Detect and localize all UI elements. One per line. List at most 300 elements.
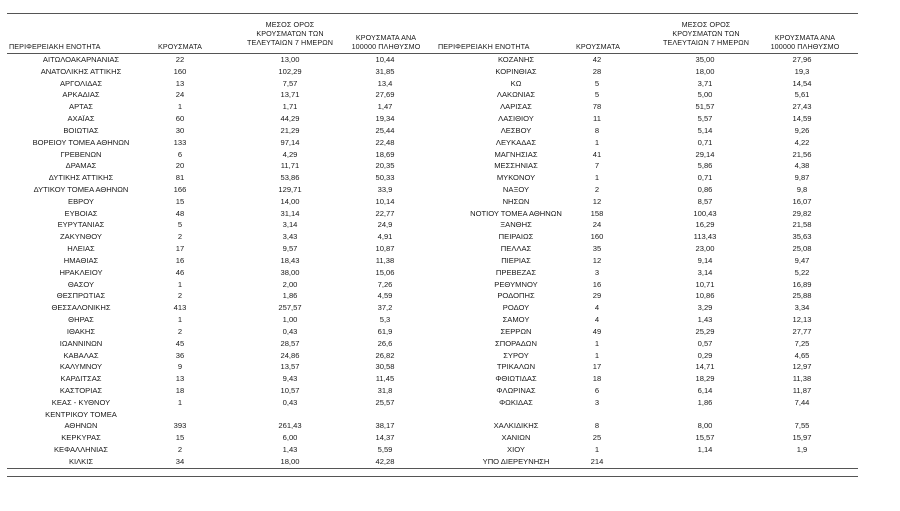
avg-cases-cell: 18,29 [695, 374, 715, 384]
avg-cases-cell: 11,71 [280, 161, 300, 171]
cases-cell: 8 [594, 125, 600, 135]
cases-cell: 1 [594, 338, 600, 348]
avg-cases-cell: 9,57 [282, 244, 298, 254]
cases-cell: 30 [175, 125, 185, 135]
avg-cases-cell: 10,71 [695, 279, 715, 289]
avg-cases-cell: 13,71 [280, 90, 300, 100]
region-cell: ΘΕΣΠΡΩΤΙΑΣ [56, 291, 106, 301]
region-cell: ΑΡΓΟΛΙΔΑΣ [59, 78, 103, 88]
avg-cases-cell: 28,57 [280, 338, 300, 348]
per-100k-cell: 50,33 [375, 173, 395, 183]
cases-cell: 24 [175, 90, 185, 100]
header-cases-right: ΚΡΟΥΣΜΑΤΑ [576, 42, 620, 51]
per-100k-cell: 10,87 [375, 244, 395, 254]
table-row [0, 339, 900, 349]
cases-cell: 48 [175, 208, 185, 218]
avg-cases-cell: 5,14 [697, 125, 713, 135]
cases-cell: 1 [594, 137, 600, 147]
cases-cell: 46 [175, 267, 185, 277]
per-100k-cell: 25,08 [792, 244, 812, 254]
avg-cases-cell: 14,71 [695, 362, 715, 372]
region-cell: ΗΛΕΙΑΣ [67, 244, 95, 254]
avg-cases-cell: 0,86 [697, 185, 713, 195]
table-row [0, 173, 900, 183]
per-100k-cell: 12,97 [792, 362, 812, 372]
region-cell: ΚΑΒΑΛΑΣ [63, 350, 99, 360]
per-100k-cell: 27,69 [375, 90, 395, 100]
table-row [0, 268, 900, 278]
region-cell: ΑΘΗΝΩΝ [64, 421, 98, 431]
avg-cases-cell: 261,43 [278, 421, 302, 431]
region-cell: ΚΕΦΑΛΛΗΝΙΑΣ [53, 445, 109, 455]
region-cell: ΧΑΛΚΙΔΙΚΗΣ [493, 421, 539, 431]
region-cell: ΝΟΤΙΟΥ ΤΟΜΕΑ ΑΘΗΝΩΝ [470, 208, 562, 218]
per-100k-cell: 14,59 [792, 114, 812, 124]
header-avg-line1: ΜΕΣΟΣ ΟΡΟΣ [265, 20, 315, 29]
cases-cell: 1 [594, 445, 600, 455]
cases-cell: 6 [594, 385, 600, 395]
cases-cell: 12 [592, 196, 602, 206]
avg-cases-cell: 44,29 [280, 114, 300, 124]
cases-cell: 81 [175, 173, 185, 183]
per-100k-cell: 25,57 [375, 397, 395, 407]
avg-cases-cell: 1,43 [697, 315, 713, 325]
avg-cases-cell: 18,00 [280, 456, 300, 466]
per-100k-cell: 3,34 [794, 303, 810, 313]
per-100k-cell: 1,47 [377, 102, 393, 112]
per-100k-cell: 7,25 [794, 338, 810, 348]
cases-cell: 36 [175, 350, 185, 360]
avg-cases-cell: 0,71 [697, 137, 713, 147]
region-cell: ΘΑΣΟΥ [67, 279, 95, 289]
region-cell: ΡΕΘΥΜΝΟΥ [494, 279, 538, 289]
cases-cell: 1 [177, 315, 183, 325]
table-row [0, 197, 900, 207]
per-100k-cell: 25,88 [792, 291, 812, 301]
cases-cell: 3 [594, 267, 600, 277]
header-per-line1: ΚΡΟΥΣΜΑΤΑ ΑΝΑ [774, 33, 836, 42]
region-cell: ΚΕΡΚΥΡΑΣ [61, 433, 101, 443]
table-row [0, 232, 900, 242]
cases-cell: 1 [177, 279, 183, 289]
cases-cell: 24 [592, 220, 602, 230]
avg-cases-cell: 25,29 [695, 326, 715, 336]
table-row [0, 303, 900, 313]
avg-cases-cell: 1,86 [697, 397, 713, 407]
per-100k-cell: 22,77 [375, 208, 395, 218]
region-cell: ΕΥΒΟΙΑΣ [64, 208, 98, 218]
table-row [0, 244, 900, 254]
avg-cases-cell: 5,57 [697, 114, 713, 124]
cases-cell: 25 [592, 433, 602, 443]
header-avg-left [240, 20, 340, 47]
per-100k-cell: 12,13 [792, 315, 812, 325]
region-cell: ΛΕΣΒΟΥ [500, 125, 532, 135]
cases-cell: 34 [175, 456, 185, 466]
cases-cell: 17 [175, 244, 185, 254]
per-100k-cell: 14,54 [792, 78, 812, 88]
region-cell: ΣΠΟΡΑΔΩΝ [495, 338, 537, 348]
cases-cell: 6 [177, 149, 183, 159]
region-cell: ΔΥΤΙΚΟΥ ΤΟΜΕΑ ΑΘΗΝΩΝ [33, 185, 129, 195]
cases-cell: 413 [173, 303, 187, 313]
cases-cell: 29 [592, 291, 602, 301]
per-100k-cell: 15,06 [375, 267, 395, 277]
avg-cases-cell: 3,29 [697, 303, 713, 313]
avg-cases-cell: 23,00 [695, 244, 715, 254]
region-cell: ΝΗΣΩΝ [502, 196, 530, 206]
cases-cell: 2 [177, 326, 183, 336]
region-cell: ΙΘΑΚΗΣ [66, 326, 96, 336]
table-bottom-rule [7, 476, 858, 477]
table-row [0, 457, 900, 467]
avg-cases-cell: 3,43 [282, 232, 298, 242]
per-100k-cell: 11,45 [375, 374, 395, 384]
region-cell: ΧΙΟΥ [507, 445, 525, 455]
region-cell: ΤΡΙΚΑΛΩΝ [496, 362, 536, 372]
region-cell: ΓΡΕΒΕΝΩΝ [60, 149, 102, 159]
region-cell: ΠΡΕΒΕΖΑΣ [495, 267, 537, 277]
cases-cell: 2 [177, 291, 183, 301]
header-avg-line1: ΜΕΣΟΣ ΟΡΟΣ [681, 20, 731, 29]
table-row [0, 220, 900, 230]
avg-cases-cell: 24,86 [280, 350, 300, 360]
cases-cell: 3 [594, 397, 600, 407]
table-row [0, 410, 900, 420]
header-avg-line3: ΤΕΛΕΥΤΑΙΩΝ 7 ΗΜΕΡΩΝ [246, 38, 333, 47]
per-100k-cell: 5,61 [794, 90, 810, 100]
region-cell: ΣΕΡΡΩΝ [500, 326, 532, 336]
per-100k-cell: 14,37 [375, 433, 395, 443]
avg-cases-cell: 16,29 [695, 220, 715, 230]
cases-cell: 214 [590, 456, 604, 466]
header-avg-line2: ΚΡΟΥΣΜΑΤΩΝ ΤΩΝ [256, 29, 324, 38]
per-100k-cell: 9,26 [794, 125, 810, 135]
region-cell: ΚΕΑΣ - ΚΥΘΝΟΥ [51, 397, 111, 407]
avg-cases-cell: 5,00 [697, 90, 713, 100]
per-100k-cell: 37,2 [377, 303, 393, 313]
avg-cases-cell: 21,29 [280, 125, 300, 135]
table-row [0, 386, 900, 396]
per-100k-cell: 19,3 [794, 66, 810, 76]
per-100k-cell: 5,3 [379, 315, 391, 325]
per-100k-cell: 27,96 [792, 55, 812, 64]
cases-cell: 2 [594, 185, 600, 195]
cases-cell: 2 [177, 232, 183, 242]
region-cell: ΚΑΡΔΙΤΣΑΣ [60, 374, 102, 384]
avg-cases-cell: 97,14 [280, 137, 300, 147]
avg-cases-cell: 7,57 [282, 78, 298, 88]
avg-cases-cell: 3,14 [282, 220, 298, 230]
cases-cell: 35 [592, 244, 602, 254]
table-row [0, 421, 900, 431]
cases-cell: 9 [177, 362, 183, 372]
region-cell: ΚΙΛΚΙΣ [68, 456, 94, 466]
per-100k-cell: 16,07 [792, 196, 812, 206]
avg-cases-cell: 31,14 [280, 208, 300, 218]
region-cell: ΛΕΥΚΑΔΑΣ [495, 137, 537, 147]
region-cell: ΕΒΡΟΥ [68, 196, 94, 206]
avg-cases-cell: 6,00 [282, 433, 298, 443]
per-100k-cell: 31,85 [375, 66, 395, 76]
per-100k-cell: 21,58 [792, 220, 812, 230]
cases-cell: 49 [592, 326, 602, 336]
region-cell: ΚΑΛΥΜΝΟΥ [59, 362, 103, 372]
table-row [0, 185, 900, 195]
avg-cases-cell: 18,43 [280, 255, 300, 265]
avg-cases-cell: 3,14 [697, 267, 713, 277]
table-row [0, 67, 900, 77]
per-100k-cell: 4,22 [794, 137, 810, 147]
header-cases-left: ΚΡΟΥΣΜΑΤΑ [158, 42, 202, 51]
header-per-left [338, 33, 434, 51]
header-avg-line2: ΚΡΟΥΣΜΑΤΩΝ ΤΩΝ [672, 29, 740, 38]
avg-cases-cell: 102,29 [278, 66, 302, 76]
per-100k-cell: 26,82 [375, 350, 395, 360]
avg-cases-cell: 1,14 [697, 445, 713, 455]
region-cell: ΦΘΙΩΤΙΔΑΣ [495, 374, 537, 384]
cases-cell: 12 [592, 255, 602, 265]
header-rule [7, 53, 858, 54]
region-cell: ΝΑΞΟΥ [502, 185, 530, 195]
region-cell: ΚΟΡΙΝΘΙΑΣ [495, 66, 537, 76]
avg-cases-cell: 1,86 [282, 291, 298, 301]
avg-cases-cell: 8,57 [697, 196, 713, 206]
table-row [0, 374, 900, 384]
region-cell: ΚΑΣΤΟΡΙΑΣ [59, 385, 103, 395]
cases-cell: 133 [173, 137, 187, 147]
per-100k-cell: 9,47 [794, 255, 810, 265]
per-100k-cell: 15,97 [792, 433, 812, 443]
cases-cell: 13 [175, 374, 185, 384]
region-cell: ΒΟΡΕΙΟΥ ΤΟΜΕΑ ΑΘΗΝΩΝ [32, 137, 130, 147]
table-row [0, 55, 900, 65]
region-cell: ΛΑΣΙΘΙΟΥ [498, 114, 534, 124]
per-100k-cell: 4,91 [377, 232, 393, 242]
region-cell: ΞΑΝΘΗΣ [500, 220, 532, 230]
per-100k-cell: 27,43 [792, 102, 812, 112]
header-per-line2: 100000 ΠΛΗΘΥΣΜΟ [351, 42, 421, 51]
per-100k-cell: 18,69 [375, 149, 395, 159]
per-100k-cell: 4,38 [794, 161, 810, 171]
region-cell: ΛΑΡΙΣΑΣ [500, 102, 532, 112]
cases-cell: 7 [594, 161, 600, 171]
avg-cases-cell: 0,43 [282, 397, 298, 407]
region-cell: ΔΡΑΜΑΣ [65, 161, 97, 171]
cases-cell: 8 [594, 421, 600, 431]
avg-cases-cell: 1,71 [282, 102, 298, 112]
table-row [0, 256, 900, 266]
region-cell: ΠΕΙΡΑΙΩΣ [498, 232, 534, 242]
cases-cell: 18 [175, 385, 185, 395]
avg-cases-cell: 3,71 [697, 78, 713, 88]
per-100k-cell: 1,9 [796, 445, 808, 455]
region-cell: ΙΩΑΝΝΙΝΩΝ [59, 338, 103, 348]
table-row [0, 126, 900, 136]
avg-cases-cell: 13,57 [280, 362, 300, 372]
per-100k-cell: 24,9 [377, 220, 393, 230]
avg-cases-cell: 129,71 [278, 185, 302, 195]
cases-cell: 28 [592, 66, 602, 76]
table-row [0, 102, 900, 112]
per-100k-cell: 9,8 [796, 185, 808, 195]
region-cell: ΔΥΤΙΚΗΣ ΑΤΤΙΚΗΣ [48, 173, 114, 183]
table-row [0, 90, 900, 100]
region-cell: ΡΟΔΟΥ [502, 303, 530, 313]
avg-cases-cell: 0,29 [697, 350, 713, 360]
cases-cell: 20 [175, 161, 185, 171]
per-100k-cell: 20,35 [375, 161, 395, 171]
avg-cases-cell: 9,14 [697, 255, 713, 265]
avg-cases-cell: 10,57 [280, 385, 300, 395]
cases-cell: 60 [175, 114, 185, 124]
table-row [0, 351, 900, 361]
avg-cases-cell: 4,29 [282, 149, 298, 159]
table-row [0, 280, 900, 290]
region-cell: ΑΙΤΩΛΟΑΚΑΡΝΑΝΙΑΣ [42, 55, 120, 64]
cases-cell: 5 [594, 90, 600, 100]
avg-cases-cell: 13,00 [280, 55, 300, 64]
region-cell: ΠΕΛΛΑΣ [500, 244, 532, 254]
region-cell: ΘΗΡΑΣ [68, 315, 94, 325]
region-cell: ΧΑΝΙΩΝ [501, 433, 531, 443]
cases-cell: 41 [592, 149, 602, 159]
per-100k-cell: 30,58 [375, 362, 395, 372]
per-100k-cell: 5,22 [794, 267, 810, 277]
region-cell: ΜΥΚΟΝΟΥ [496, 173, 536, 183]
per-100k-cell: 7,44 [794, 397, 810, 407]
cases-cell: 15 [175, 196, 185, 206]
cases-cell: 160 [590, 232, 604, 242]
avg-cases-cell: 29,14 [695, 149, 715, 159]
table-row [0, 445, 900, 455]
avg-cases-cell: 8,00 [697, 421, 713, 431]
region-cell: ΚΟΖΑΝΗΣ [497, 55, 535, 64]
region-cell: ΣΥΡΟΥ [503, 350, 529, 360]
region-cell: ΗΡΑΚΛΕΙΟΥ [59, 267, 103, 277]
per-100k-cell: 4,65 [794, 350, 810, 360]
per-100k-cell: 22,48 [375, 137, 395, 147]
per-100k-cell: 25,44 [375, 125, 395, 135]
region-cell: ΦΛΩΡΙΝΑΣ [496, 385, 536, 395]
avg-cases-cell: 51,57 [695, 102, 715, 112]
table-row [0, 161, 900, 171]
region-cell: ΜΑΓΝΗΣΙΑΣ [494, 149, 538, 159]
cases-cell: 42 [592, 55, 602, 64]
avg-cases-cell: 38,00 [280, 267, 300, 277]
cases-cell: 45 [175, 338, 185, 348]
region-cell: ΖΑΚΥΝΘΟΥ [60, 232, 102, 242]
table-row [0, 291, 900, 301]
region-cell: ΑΧΑΪΑΣ [67, 114, 95, 124]
header-avg-right [656, 20, 756, 47]
table-row [0, 209, 900, 219]
avg-cases-cell: 0,71 [697, 173, 713, 183]
cases-cell: 15 [175, 433, 185, 443]
region-cell: ΚΕΝΤΡΙΚΟΥ ΤΟΜΕΑ [45, 409, 117, 419]
avg-cases-cell: 10,86 [695, 291, 715, 301]
table-row [0, 138, 900, 148]
region-cell: ΒΟΙΩΤΙΑΣ [63, 125, 99, 135]
cases-cell: 11 [593, 114, 601, 124]
cases-cell: 78 [592, 102, 602, 112]
cases-cell: 17 [592, 362, 602, 372]
avg-cases-cell: 100,43 [693, 208, 717, 218]
per-100k-cell: 42,28 [375, 456, 395, 466]
cases-cell: 5 [177, 220, 183, 230]
region-cell: ΕΥΡΥΤΑΝΙΑΣ [57, 220, 105, 230]
avg-cases-cell: 1,00 [282, 315, 298, 325]
per-100k-cell: 26,6 [377, 338, 393, 348]
avg-cases-cell: 257,57 [278, 303, 302, 313]
region-cell: ΜΕΣΣΗΝΙΑΣ [494, 161, 538, 171]
header-per-line2: 100000 ΠΛΗΘΥΣΜΟ [770, 42, 840, 51]
cases-cell: 5 [594, 78, 600, 88]
table-top-rule [7, 13, 858, 14]
region-cell: ΗΜΑΘΙΑΣ [63, 255, 99, 265]
table-row [0, 79, 900, 89]
table-row [0, 150, 900, 160]
per-100k-cell: 9,87 [794, 173, 810, 183]
per-100k-cell: 7,55 [794, 421, 810, 431]
table-row [0, 398, 900, 408]
avg-cases-cell: 35,00 [695, 55, 715, 64]
cases-cell: 4 [594, 315, 600, 325]
cases-cell: 1 [177, 102, 183, 112]
avg-cases-cell: 14,00 [280, 196, 300, 206]
cases-cell: 22 [175, 55, 185, 64]
per-100k-cell: 19,34 [375, 114, 395, 124]
region-cell: ΣΑΜΟΥ [502, 315, 530, 325]
region-cell: ΑΡΚΑΔΙΑΣ [62, 90, 100, 100]
per-100k-cell: 10,44 [375, 55, 395, 64]
per-100k-cell: 13,4 [377, 78, 393, 88]
cases-cell: 13 [175, 78, 185, 88]
per-100k-cell: 4,59 [377, 291, 393, 301]
region-cell: ΠΙΕΡΙΑΣ [501, 255, 531, 265]
per-100k-cell: 33,9 [377, 185, 393, 195]
region-cell: ΦΩΚΙΔΑΣ [499, 397, 533, 407]
avg-cases-cell: 18,00 [695, 66, 715, 76]
table-row [0, 327, 900, 337]
header-per-right [757, 33, 853, 51]
last-row-rule [7, 468, 858, 469]
per-100k-cell: 7,26 [377, 279, 393, 289]
region-cell: ΑΝΑΤΟΛΙΚΗΣ ΑΤΤΙΚΗΣ [40, 66, 122, 76]
table-row [0, 362, 900, 372]
region-cell: ΑΡΤΑΣ [69, 102, 93, 112]
cases-cell: 1 [177, 397, 183, 407]
avg-cases-cell: 1,43 [282, 445, 298, 455]
cases-cell: 166 [173, 185, 187, 195]
cases-cell: 158 [590, 208, 604, 218]
per-100k-cell: 38,17 [375, 421, 395, 431]
region-cell: ΛΑΚΩΝΙΑΣ [496, 90, 536, 100]
cases-cell: 4 [594, 303, 600, 313]
per-100k-cell: 31,8 [377, 385, 393, 395]
header-region-right: ΠΕΡΙΦΕΡΕΙΑΚΗ ΕΝΟΤΗΤΑ [438, 42, 530, 51]
region-cell: ΡΟΔΟΠΗΣ [497, 291, 535, 301]
avg-cases-cell: 0,57 [697, 338, 713, 348]
cases-cell: 1 [594, 350, 600, 360]
per-100k-cell: 29,82 [792, 208, 812, 218]
avg-cases-cell: 9,43 [282, 374, 298, 384]
avg-cases-cell: 0,43 [282, 326, 298, 336]
per-100k-cell: 11,87 [792, 385, 812, 395]
avg-cases-cell: 2,00 [282, 279, 298, 289]
region-cell: ΘΕΣΣΑΛΟΝΙΚΗΣ [51, 303, 111, 313]
region-cell: ΥΠΟ ΔΙΕΡΕΥΝΗΣΗ [482, 456, 550, 466]
